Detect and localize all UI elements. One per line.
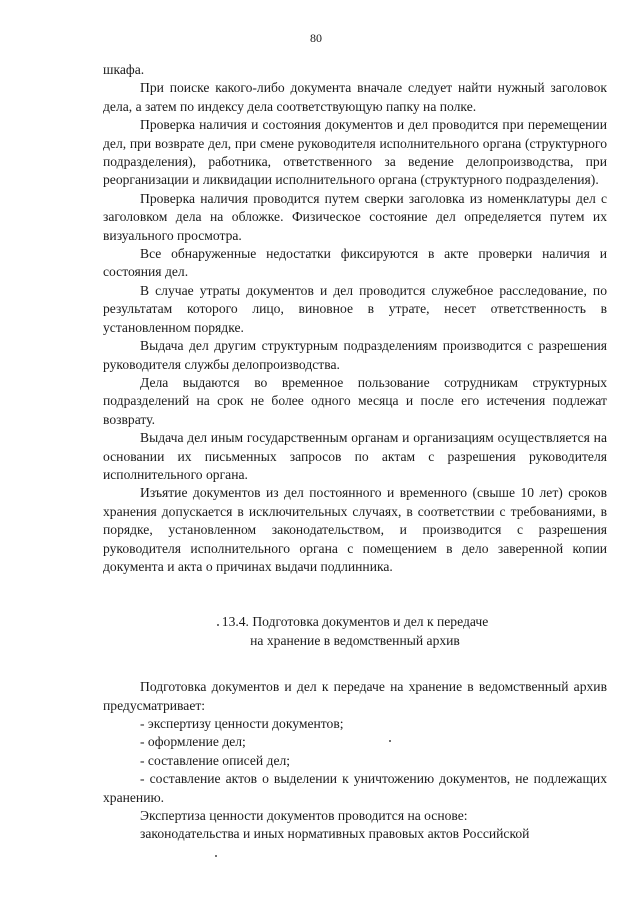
section-heading-line: 13.4. Подготовка документов и дел к передаче <box>221 614 489 630</box>
paragraph: Экспертиза ценности документов проводится на основе: <box>140 808 468 824</box>
paragraph: Изъятие документов из дел постоянного и временного (свыше 10 лет) сроков хранения допускается в исключительных случаях, в соответствии с требованиями, в порядке, установленном законодательством, и производится с разрешения руководителя исполнительного органа с помещением в дело заверенной копии документа и акта о причинах выдачи подлинника. <box>103 485 607 574</box>
paragraph: При поиске какого-либо документа вначале следует найти нужный заголовок дела, а затем по индексу дела соответствующую папку на полке. <box>103 80 607 114</box>
paragraph: законодательства и иных нормативных правовых актов Российской <box>140 826 530 842</box>
scan-speck <box>217 624 219 626</box>
paragraph: Выдача дел иным государственным органам и организациям осуществляется на основании их письменных запросов по актам с разрешения руководителя исполнительного органа. <box>103 430 607 482</box>
section-heading-line: на хранение в ведомственный архив <box>250 632 460 648</box>
list-item: - экспертизу ценности документов; <box>140 716 344 731</box>
requirements-list <box>103 715 607 807</box>
paragraph: Дела выдаются во временное пользование сотрудникам структурных подразделений на срок не более одного месяца и после его истечения подлежат возврату. <box>103 374 607 427</box>
document-body <box>103 61 607 844</box>
paragraph: Выдача дел другим структурным подразделениям производится с разрешения руководителя службы делопроизводства. <box>103 338 607 372</box>
section-intro: Подготовка документов и дел к передаче на хранение в ведомственный архив предусматривает: <box>103 679 607 713</box>
section-heading <box>103 613 607 650</box>
paragraph: Проверка наличия проводится путем сверки заголовка из номенклатуры дел с заголовком дела на обложке. Физическое состояние дел определяется путем их визуального просмотра. <box>103 190 607 243</box>
list-item: - оформление дел; <box>140 734 246 750</box>
paragraph: Все обнаруженные недостатки фиксируются в акте проверки наличия и состояния дел. <box>103 246 607 280</box>
paragraph: В случае утраты документов и дел проводится служебное расследование, по результатам которого лицо, виновное в утрате, несет ответственность в установленном порядке. <box>103 282 607 335</box>
paragraph: Проверка наличия и состояния документов и дел проводится при перемещении дел, при возврате дел, при смене руководителя исполнительного органа (структурного подразделения), работника, ответственного за ведение делопроизводства, при реорганизации и ликвидации исполнительного органа (структурного подразделения). <box>103 117 607 188</box>
scan-speck <box>215 855 217 857</box>
list-item: - составление описей дел; <box>140 752 291 768</box>
list-item: - составление актов о выделении к уничтожению документов, не подлежащих хранению. <box>103 771 607 805</box>
page-number: 80 <box>310 31 322 45</box>
paragraph: шкафа. <box>103 62 145 77</box>
scan-speck <box>389 740 391 742</box>
